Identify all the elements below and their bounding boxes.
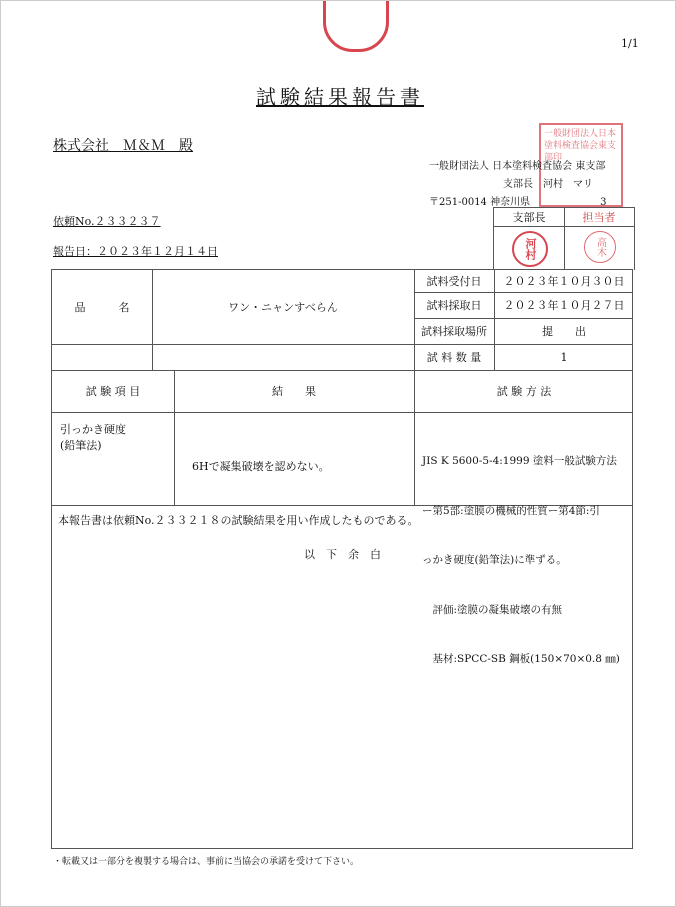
staff-label: 担当者	[564, 208, 634, 227]
staff-seal-text: 高木	[594, 237, 606, 257]
place-label: 試料採取場所	[421, 325, 487, 338]
header-result: 結 果	[272, 385, 316, 398]
report-date: 報告日：２０２３年１２月１４日	[53, 245, 218, 258]
head-label: 支部長	[494, 208, 565, 227]
test-result: 6Hで凝集破壊を認めない。	[192, 460, 330, 473]
place-value: 提 出	[542, 325, 586, 338]
approval-box	[493, 207, 635, 270]
organization-seal-text: 一般財団法人日本塗料検査協会東支部印	[544, 129, 617, 163]
recipient: 株式会社 Ｍ＆Ｍ 殿	[53, 138, 193, 154]
method-line: っかき硬度(鉛筆法)に準ずる。	[422, 554, 567, 566]
footer-note: ・転載又は一部分を複製する場合は、事前に当協会の承諾を受けて下さい。	[53, 857, 360, 867]
received-date: ２０２３年１０月３０日	[503, 275, 625, 288]
method-line: 評価:塗膜の凝集破壊の有無	[422, 603, 563, 616]
received-label: 試料受付日	[426, 275, 482, 288]
method-line: JIS K 5600-5-4:1999 塗料一般試験方法	[422, 455, 617, 467]
note-text: 本報告書は依頼No.２３３２１８の試験結果を用い作成したものである。	[58, 514, 419, 527]
count-label: 試 料 数 量	[426, 351, 482, 364]
top-seal-icon	[323, 0, 389, 52]
header-method: 試 験 方 法	[496, 385, 552, 398]
page-title: 試験結果報告書	[256, 85, 424, 109]
count-value: 1	[560, 350, 568, 364]
test-method	[422, 420, 620, 701]
header-item: 試 験 項 目	[85, 385, 141, 398]
issuer-head: 支部長 河村 マリ	[503, 179, 593, 190]
collected-label: 試料採取日	[426, 299, 482, 312]
test-item: 引っかき硬度 (鉛筆法)	[60, 423, 126, 452]
end-mark: 以 下 余 白	[304, 548, 381, 561]
method-line: ー第5部:塗膜の機械的性質ー第4節:引	[422, 504, 600, 517]
page-number: 1/1	[621, 37, 639, 50]
issuer-org: 一般財団法人 日本塗料検査協会 東支部	[429, 161, 606, 172]
report-table	[51, 269, 633, 849]
issuer-address: 〒251-0014 神奈川県 3	[429, 197, 607, 208]
method-line: 基材:SPCC-SB 鋼板(150×70×0.8 ㎜)	[422, 653, 620, 665]
collected-date: ２０２３年１０月２７日	[503, 299, 625, 312]
head-seal-text: 河村	[524, 238, 537, 260]
request-number: 依頼No.２３３２３７	[53, 215, 161, 228]
product-name: ワン・ニャンすべらん	[228, 301, 338, 314]
product-name-label: 品 名	[74, 301, 130, 314]
head-seal	[512, 231, 548, 267]
staff-seal	[584, 231, 616, 263]
